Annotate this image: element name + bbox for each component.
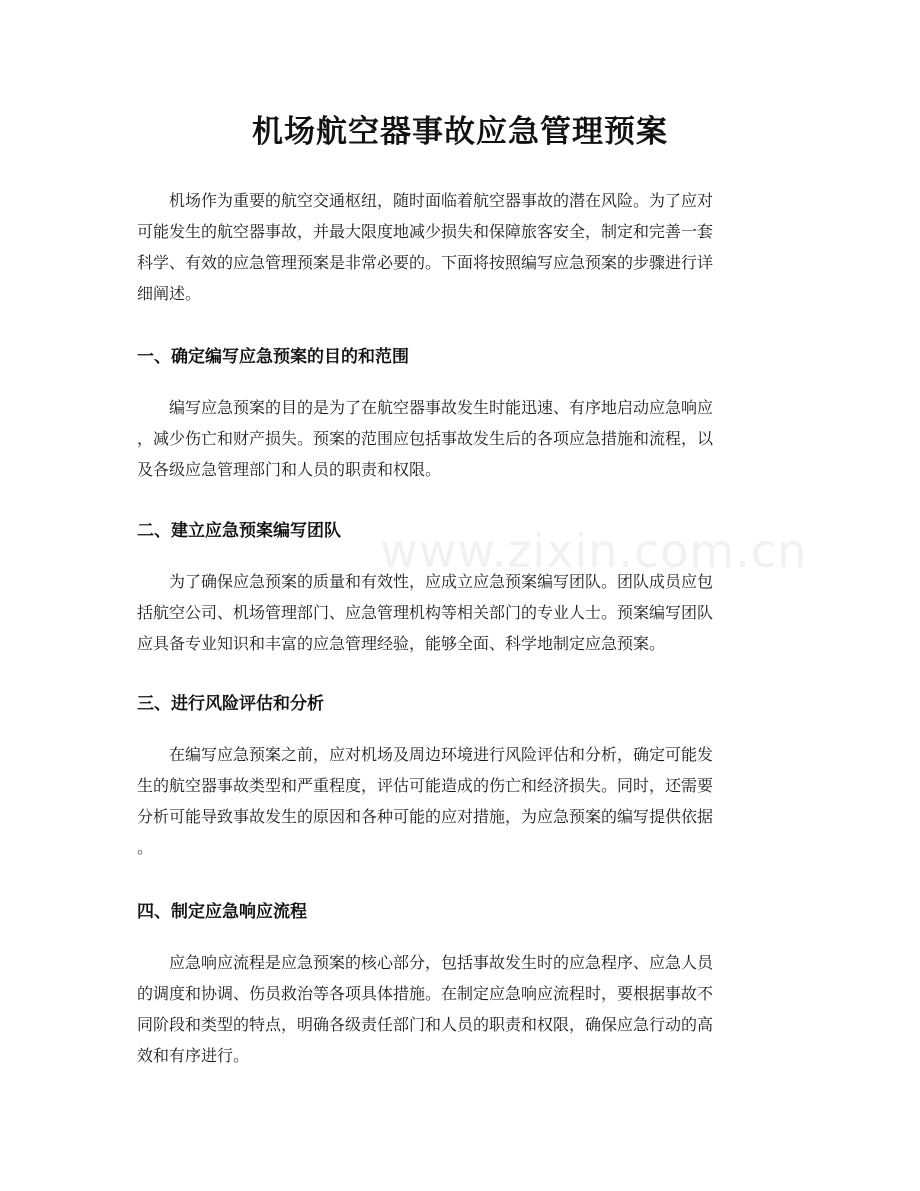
section-heading: 三、进行风险评估和分析	[137, 694, 324, 714]
paragraph-line: 。	[137, 838, 154, 857]
paragraph-line: 同阶段和类型的特点，明确各级责任部门和人员的职责和权限，确保应急行动的高	[137, 1015, 714, 1034]
paragraph-line: 细阐述。	[137, 284, 202, 303]
paragraph-line: 应急响应流程是应急预案的核心部分，包括事故发生时的应急程序、应急人员	[137, 953, 714, 972]
section-paragraph	[137, 739, 785, 863]
paragraph-line: 的调度和协调、伤员救治等各项具体措施。在制定应急响应流程时，要根据事故不	[137, 984, 714, 1003]
paragraph-line: 在编写应急预案之前，应对机场及周边环境进行风险评估和分析，确定可能发	[137, 745, 714, 764]
watermark: www.zixin.com.cn	[380, 524, 808, 578]
paragraph-line: 为了确保应急预案的质量和有效性，应成立应急预案编写团队。团队成员应包	[137, 572, 714, 591]
paragraph-line: 括航空公司、机场管理部门、应急管理机构等相关部门的专业人士。预案编写团队	[137, 603, 714, 622]
paragraph-line: 机场作为重要的航空交通枢纽，随时面临着航空器事故的潜在风险。为了应对	[137, 191, 714, 210]
paragraph-line: 生的航空器事故类型和严重程度，评估可能造成的伤亡和经济损失。同时，还需要	[137, 776, 714, 795]
paragraph-line: 及各级应急管理部门和人员的职责和权限。	[137, 460, 442, 479]
intro-paragraph	[137, 185, 785, 309]
paragraph-line: ，减少伤亡和财产损失。预案的范围应包括事故发生后的各项应急措施和流程，以	[137, 429, 714, 448]
section-heading: 一、确定编写应急预案的目的和范围	[137, 347, 409, 367]
paragraph-line: 效和有序进行。	[137, 1046, 250, 1065]
section-paragraph	[137, 947, 785, 1071]
document-title: 机场航空器事故应急管理预案	[252, 114, 668, 150]
paragraph-line: 应具备专业知识和丰富的应急管理经验，能够全面、科学地制定应急预案。	[137, 634, 666, 653]
paragraph-line: 分析可能导致事故发生的原因和各种可能的应对措施，为应急预案的编写提供依据	[137, 807, 714, 826]
section-paragraph	[137, 392, 785, 485]
paragraph-line: 编写应急预案的目的是为了在航空器事故发生时能迅速、有序地启动应急响应	[137, 398, 714, 417]
section-paragraph	[137, 566, 785, 659]
paragraph-line: 科学、有效的应急管理预案是非常必要的。下面将按照编写应急预案的步骤进行详	[137, 253, 714, 272]
paragraph-line: 可能发生的航空器事故，并最大限度地减少损失和保障旅客安全，制定和完善一套	[137, 222, 714, 241]
section-heading: 二、建立应急预案编写团队	[137, 521, 341, 541]
section-heading: 四、制定应急响应流程	[137, 902, 307, 922]
